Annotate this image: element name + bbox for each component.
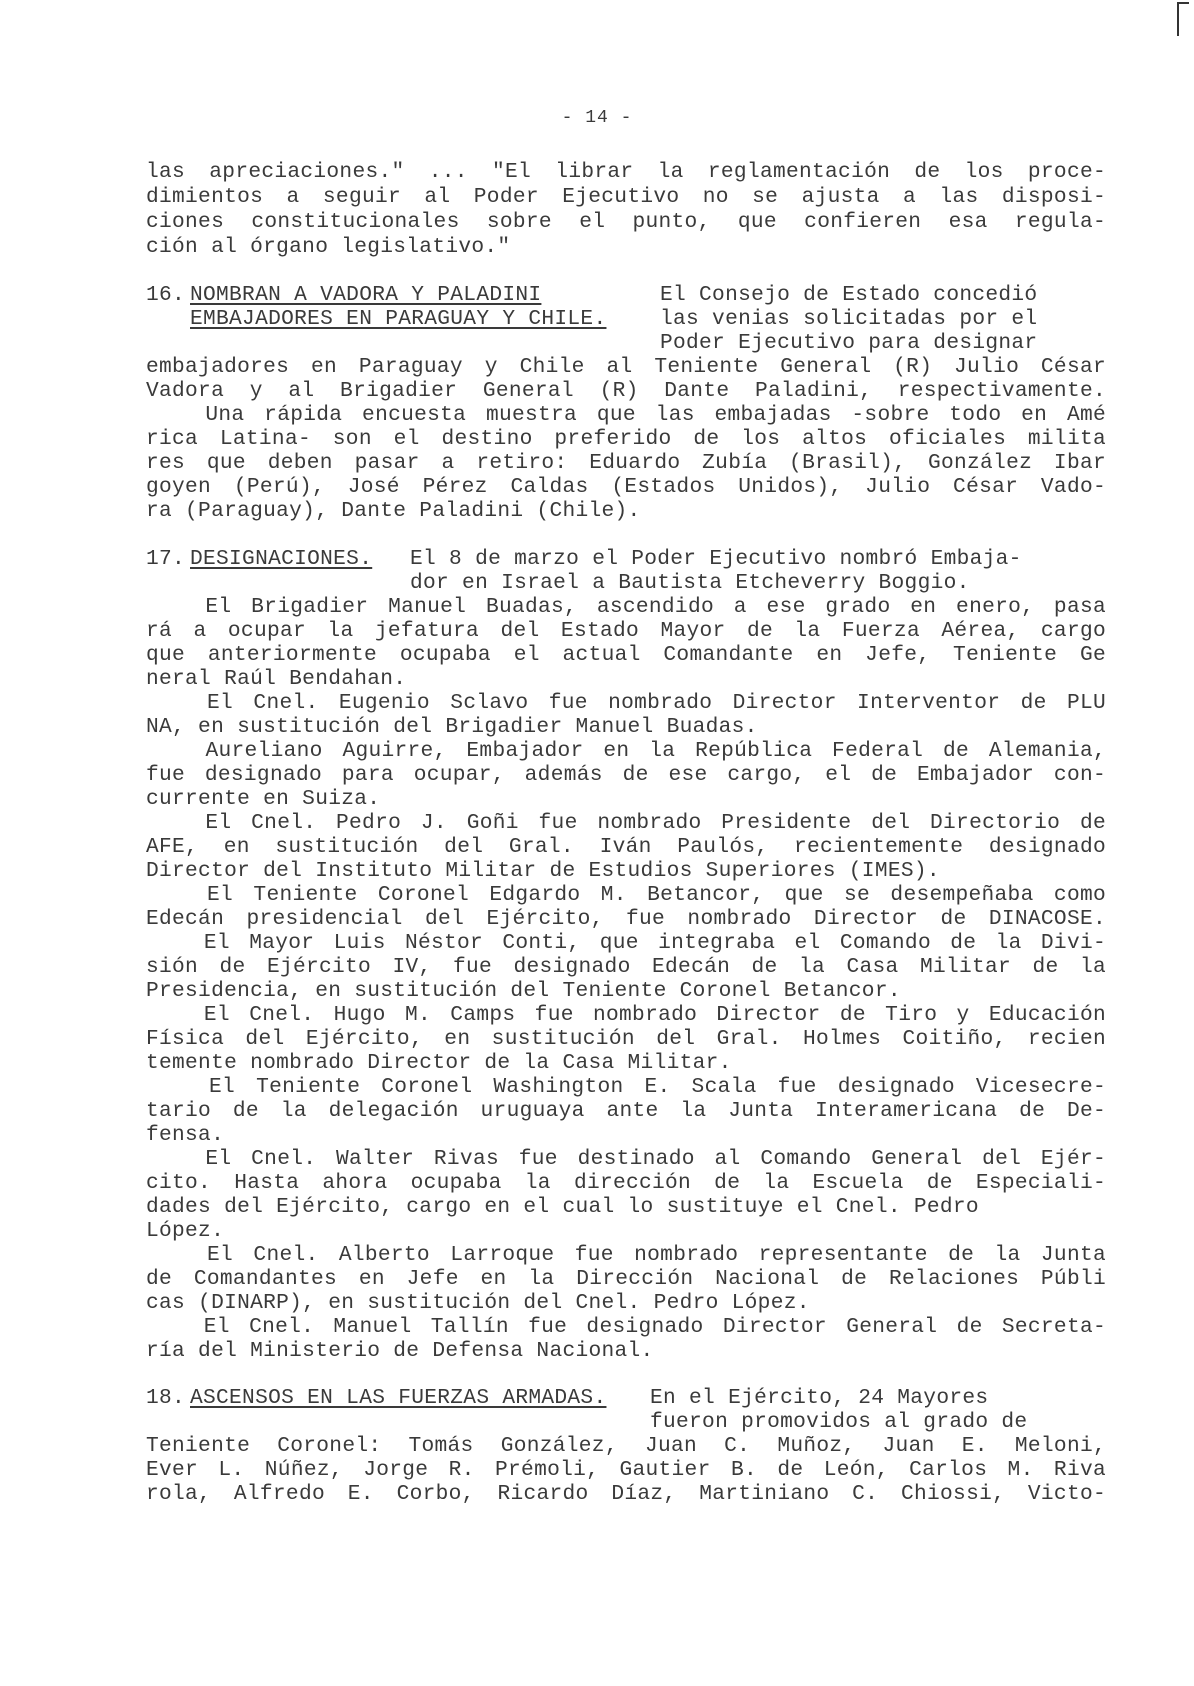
text-line: En el Ejército, 24 Mayores	[650, 1386, 989, 1410]
text-line: las apreciaciones." ... "El librar la reglamentación de los proce-	[146, 160, 1106, 184]
text-line: ría del Ministerio de Defensa Nacional.	[146, 1339, 654, 1363]
text-line: neral Raúl Bendahan.	[146, 667, 407, 691]
text-line: Una rápida encuesta muestra que las embajadas -sobre todo en Amé	[146, 403, 1106, 427]
text-line: ciones constitucionales sobre el punto, que confieren esa regula-	[146, 210, 1106, 234]
text-line: dimientos a seguir al Poder Ejecutivo no se ajusta a las disposi-	[146, 185, 1106, 209]
page-number: - 14 -	[561, 108, 633, 128]
text-line: las venias solicitadas por el	[660, 307, 1038, 331]
section-number: 16.	[146, 283, 186, 307]
text-line: Director del Instituto Militar de Estudios Superiores (IMES).	[146, 859, 940, 883]
text-line: Vadora y al Brigadier General (R) Dante Paladini, respectivamente.	[146, 379, 1106, 403]
text-line: cito. Hasta ahora ocupaba la dirección de la Escuela de Especiali-	[146, 1171, 1106, 1195]
text-line: res que deben pasar a retiro: Eduardo Zubía (Brasil), González Ibar	[146, 451, 1106, 475]
text-line: Presidencia, en sustitución del Teniente Coronel Betancor.	[146, 979, 901, 1003]
section-title: NOMBRAN A VADORA Y PALADINI	[190, 283, 542, 307]
text-line: El Consejo de Estado concedió	[660, 283, 1038, 307]
text-line: cas (DINARP), en sustitución del Cnel. Pedro López.	[146, 1291, 810, 1315]
text-line: fensa.	[146, 1123, 225, 1147]
text-line: Teniente Coronel: Tomás González, Juan C. Muñoz, Juan E. Meloni,	[146, 1434, 1106, 1458]
text-line: El Cnel. Pedro J. Goñi fue nombrado Presidente del Directorio de	[146, 811, 1106, 835]
text-line: tario de la delegación uruguaya ante la Junta Interamericana de De-	[146, 1099, 1106, 1123]
text-line: NA, en sustitución del Brigadier Manuel Buadas.	[146, 715, 758, 739]
text-line: currente en Suiza.	[146, 787, 381, 811]
text-line: El Brigadier Manuel Buadas, ascendido a ese grado en enero, pasa	[146, 595, 1106, 619]
text-line: embajadores en Paraguay y Chile al Teniente General (R) Julio César	[146, 355, 1106, 379]
text-line: El Teniente Coronel Washington E. Scala fue designado Vicesecre-	[146, 1075, 1106, 1099]
section-number: 17.	[146, 547, 186, 571]
text-line: de Comandantes en Jefe en la Dirección Nacional de Relaciones Públi	[146, 1267, 1106, 1291]
text-line: temente nombrado Director de la Casa Militar.	[146, 1051, 732, 1075]
text-line: rá a ocupar la jefatura del Estado Mayor de la Fuerza Aérea, cargo	[146, 619, 1106, 643]
text-line: fueron promovidos al grado de	[650, 1410, 1028, 1434]
text-line: rica Latina- son el destino preferido de los altos oficiales milita	[146, 427, 1106, 451]
page-corner-mark	[1177, 2, 1189, 36]
text-line: dor en Israel a Bautista Etcheverry Boggio.	[410, 571, 970, 595]
text-line: El Cnel. Eugenio Sclavo fue nombrado Director Interventor de PLU	[146, 691, 1106, 715]
text-line: El Cnel. Hugo M. Camps fue nombrado Director de Tiro y Educación	[146, 1003, 1106, 1027]
text-line: El Mayor Luis Néstor Conti, que integraba el Comando de la Divi-	[146, 931, 1106, 955]
text-line: dades del Ejército, cargo en el cual lo sustituye el Cnel. Pedro	[146, 1195, 979, 1219]
text-line: El Cnel. Walter Rivas fue destinado al Comando General del Ejér-	[146, 1147, 1106, 1171]
text-line: El Teniente Coronel Edgardo M. Betancor, que se desempeñaba como	[146, 883, 1106, 907]
text-line: sión de Ejército IV, fue designado Edecán de la Casa Militar de la	[146, 955, 1106, 979]
text-line: rola, Alfredo E. Corbo, Ricardo Díaz, Martiniano C. Chiossi, Victo-	[146, 1482, 1106, 1506]
text-line: fue designado para ocupar, además de ese cargo, el de Embajador con-	[146, 763, 1106, 787]
section-title: DESIGNACIONES.	[190, 547, 373, 571]
text-line: Edecán presidencial del Ejército, fue nombrado Director de DINACOSE.	[146, 907, 1106, 931]
section-title: ASCENSOS EN LAS FUERZAS ARMADAS.	[190, 1386, 607, 1410]
text-line: goyen (Perú), José Pérez Caldas (Estados Unidos), Julio César Vado-	[146, 475, 1106, 499]
section-number: 18.	[146, 1386, 186, 1410]
text-line: ción al órgano legislativo."	[146, 235, 511, 259]
section-title: EMBAJADORES EN PARAGUAY Y CHILE.	[190, 307, 607, 331]
text-line: El Cnel. Alberto Larroque fue nombrado representante de la Junta	[146, 1243, 1106, 1267]
text-line: Aureliano Aguirre, Embajador en la República Federal de Alemania,	[146, 739, 1106, 763]
text-line: que anteriormente ocupaba el actual Comandante en Jefe, Teniente Ge	[146, 643, 1106, 667]
text-line: El Cnel. Manuel Tallín fue designado Director General de Secreta-	[146, 1315, 1106, 1339]
text-line: Física del Ejército, en sustitución del Gral. Holmes Coitiño, recien	[146, 1027, 1106, 1051]
text-line: ra (Paraguay), Dante Paladini (Chile).	[146, 499, 641, 523]
text-line: AFE, en sustitución del Gral. Iván Paulós, recientemente designado	[146, 835, 1106, 859]
text-line: Ever L. Núñez, Jorge R. Prémoli, Gautier B. de León, Carlos M. Riva	[146, 1458, 1106, 1482]
text-line: López.	[146, 1219, 225, 1243]
text-line: Poder Ejecutivo para designar	[660, 331, 1038, 355]
text-line: El 8 de marzo el Poder Ejecutivo nombró Embaja-	[410, 547, 1022, 571]
